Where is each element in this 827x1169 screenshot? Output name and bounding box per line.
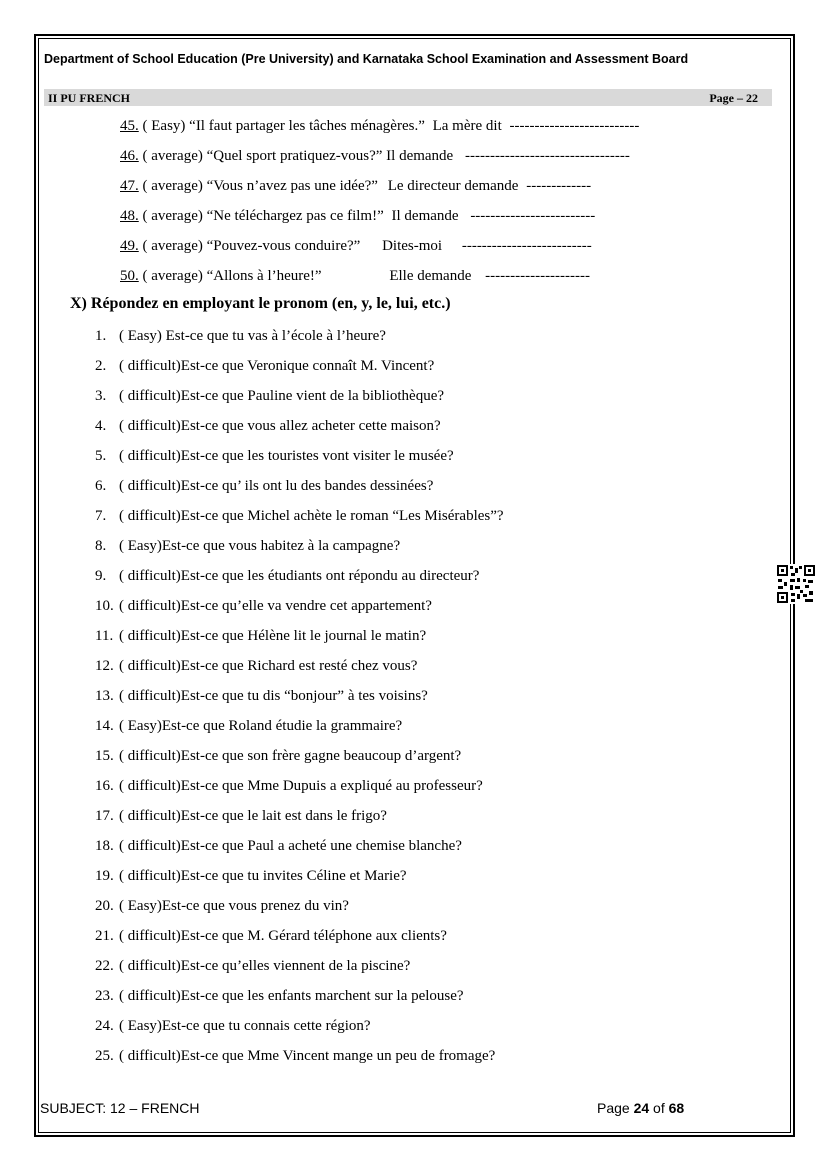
quote: “Pouvez-vous conduire?”	[206, 238, 361, 254]
list-item	[95, 657, 417, 675]
question-number: 16.	[95, 778, 114, 794]
question-text: ( difficult)Est-ce que Richard est resté chez vous?	[119, 658, 418, 674]
difficulty: ( average)	[142, 268, 203, 284]
question-number: 6.	[95, 478, 107, 494]
blank: ---------------------------------	[464, 148, 630, 164]
list-item	[120, 267, 590, 285]
question-number: 45.	[120, 118, 139, 134]
question-text: ( difficult)Est-ce que Veronique connaît M. Vincent?	[119, 358, 435, 374]
question-text: ( difficult)Est-ce qu’ ils ont lu des bandes dessinées?	[119, 478, 434, 494]
question-text: ( difficult)Est-ce que les enfants marchent sur la pelouse?	[119, 988, 464, 1004]
page-prefix: Page	[597, 1100, 634, 1116]
list-item	[95, 417, 441, 435]
question-text: ( difficult)Est-ce que le lait est dans le frigo?	[119, 808, 387, 824]
list-item	[95, 777, 483, 795]
question-number: 21.	[95, 928, 114, 944]
list-item	[95, 447, 454, 465]
list-item	[120, 117, 639, 135]
blank: --------------------------	[509, 118, 640, 134]
list-item	[95, 957, 410, 975]
question-number: 23.	[95, 988, 114, 1004]
question-text: ( Easy)Est-ce que vous prenez du vin?	[119, 898, 349, 914]
list-item	[95, 477, 433, 495]
question-number: 49.	[120, 238, 139, 254]
blank: -------------	[526, 178, 592, 194]
question-number: 17.	[95, 808, 114, 824]
question-number: 15.	[95, 748, 114, 764]
question-number: 2.	[95, 358, 107, 374]
list-item	[95, 507, 504, 525]
question-number: 25.	[95, 1048, 114, 1064]
question-number: 24.	[95, 1018, 114, 1034]
list-item	[95, 1017, 371, 1035]
question-number: 47.	[120, 178, 139, 194]
question-number: 18.	[95, 838, 114, 854]
question-number: 5.	[95, 448, 107, 464]
list-item	[95, 597, 432, 615]
page-current: 24	[633, 1100, 650, 1116]
list-item	[95, 987, 464, 1005]
list-item	[95, 807, 387, 825]
question-text: ( difficult)Est-ce que Hélène lit le journal le matin?	[119, 628, 427, 644]
intro: Il demande	[386, 148, 454, 164]
difficulty: ( average)	[142, 178, 203, 194]
question-text: ( Easy)Est-ce que Roland étudie la grammaire?	[119, 718, 403, 734]
question-text: ( difficult)Est-ce que Mme Dupuis a expliqué au professeur?	[119, 778, 483, 794]
question-number: 8.	[95, 538, 107, 554]
question-number: 12.	[95, 658, 114, 674]
footer-page-number	[597, 1100, 684, 1116]
question-number: 20.	[95, 898, 114, 914]
intro: La mère dit	[432, 118, 502, 134]
list-item	[95, 717, 402, 735]
list-item	[95, 867, 407, 885]
difficulty: ( average)	[142, 238, 203, 254]
question-number: 46.	[120, 148, 139, 164]
question-number: 4.	[95, 418, 107, 434]
question-text: ( difficult)Est-ce que Pauline vient de la bibliothèque?	[119, 388, 445, 404]
list-item	[120, 207, 595, 225]
question-number: 13.	[95, 688, 114, 704]
list-item	[95, 1047, 495, 1065]
quote: “Allons à l’heure!”	[206, 268, 322, 284]
question-text: ( difficult)Est-ce que son frère gagne beaucoup d’argent?	[119, 748, 462, 764]
question-text: ( Easy)Est-ce que tu connais cette région?	[119, 1018, 371, 1034]
qr-code-icon	[776, 564, 816, 604]
question-number: 1.	[95, 328, 107, 344]
board-title: Department of School Education (Pre University) and Karnataka School Examination and Assessment Board	[44, 52, 689, 66]
intro: Le directeur demande	[387, 178, 519, 194]
list-item	[95, 747, 461, 765]
list-item	[95, 927, 447, 945]
blank: ---------------------	[485, 268, 591, 284]
question-text: ( difficult)Est-ce qu’elle va vendre cet appartement?	[119, 598, 432, 614]
list-item	[95, 627, 426, 645]
list-item	[95, 837, 462, 855]
list-item	[95, 897, 349, 915]
question-text: ( difficult)Est-ce que les touristes vont visiter le musée?	[119, 448, 454, 464]
page-label: Page – 22	[709, 91, 758, 105]
question-number: 48.	[120, 208, 139, 224]
header-bar	[44, 89, 772, 106]
intro: Il demande	[391, 208, 459, 224]
question-text: ( difficult)Est-ce que Mme Vincent mange un peu de fromage?	[119, 1048, 496, 1064]
list-item	[95, 327, 386, 345]
question-number: 9.	[95, 568, 107, 584]
list-item	[95, 387, 444, 405]
intro: Dites-moi	[382, 238, 443, 254]
question-number: 19.	[95, 868, 114, 884]
question-number: 14.	[95, 718, 114, 734]
section-title: X) Répondez en employant le pronom (en, y, le, lui, etc.)	[70, 295, 451, 312]
blank: --------------------------	[461, 238, 592, 254]
question-text: ( difficult)Est-ce que Paul a acheté une chemise blanche?	[119, 838, 462, 854]
question-text: ( difficult)Est-ce que vous allez acheter cette maison?	[119, 418, 441, 434]
course-label: II PU FRENCH	[48, 91, 131, 105]
question-text: ( difficult)Est-ce que tu invites Céline et Marie?	[119, 868, 407, 884]
question-text: ( difficult)Est-ce que tu dis “bonjour” à tes voisins?	[119, 688, 428, 704]
quote: “Ne téléchargez pas ce film!”	[206, 208, 384, 224]
list-item	[95, 357, 434, 375]
footer-subject: SUBJECT: 12 – FRENCH	[40, 1100, 200, 1116]
question-text: ( difficult)Est-ce que Michel achète le roman “Les Misérables”?	[119, 508, 504, 524]
intro: Elle demande	[389, 268, 472, 284]
list-item	[95, 687, 428, 705]
list-item	[95, 537, 400, 555]
list-item	[120, 237, 592, 255]
question-number: 50.	[120, 268, 139, 284]
question-number: 11.	[95, 628, 114, 644]
question-number: 7.	[95, 508, 107, 524]
question-text: ( Easy)Est-ce que vous habitez à la campagne?	[119, 538, 401, 554]
list-item	[120, 177, 591, 195]
question-number: 3.	[95, 388, 107, 404]
question-text: ( difficult)Est-ce que les étudiants ont répondu au directeur?	[119, 568, 480, 584]
question-text: ( difficult)Est-ce que M. Gérard téléphone aux clients?	[119, 928, 447, 944]
list-item	[120, 147, 630, 165]
quote: “Il faut partager les tâches ménagères.”	[189, 118, 425, 134]
difficulty: ( average)	[142, 208, 203, 224]
question-number: 10.	[95, 598, 114, 614]
question-text: ( Easy) Est-ce que tu vas à l’école à l’heure?	[119, 328, 386, 344]
quote: “Quel sport pratiquez-vous?”	[206, 148, 383, 164]
list-item	[95, 567, 479, 585]
page-total: 68	[668, 1100, 685, 1116]
quote: “Vous n’avez pas une idée?”	[206, 178, 378, 194]
page-of: of	[649, 1100, 669, 1116]
question-number: 22.	[95, 958, 114, 974]
difficulty: ( average)	[142, 148, 203, 164]
question-text: ( difficult)Est-ce qu’elles viennent de la piscine?	[119, 958, 411, 974]
difficulty: ( Easy)	[142, 118, 186, 134]
blank: -------------------------	[470, 208, 596, 224]
